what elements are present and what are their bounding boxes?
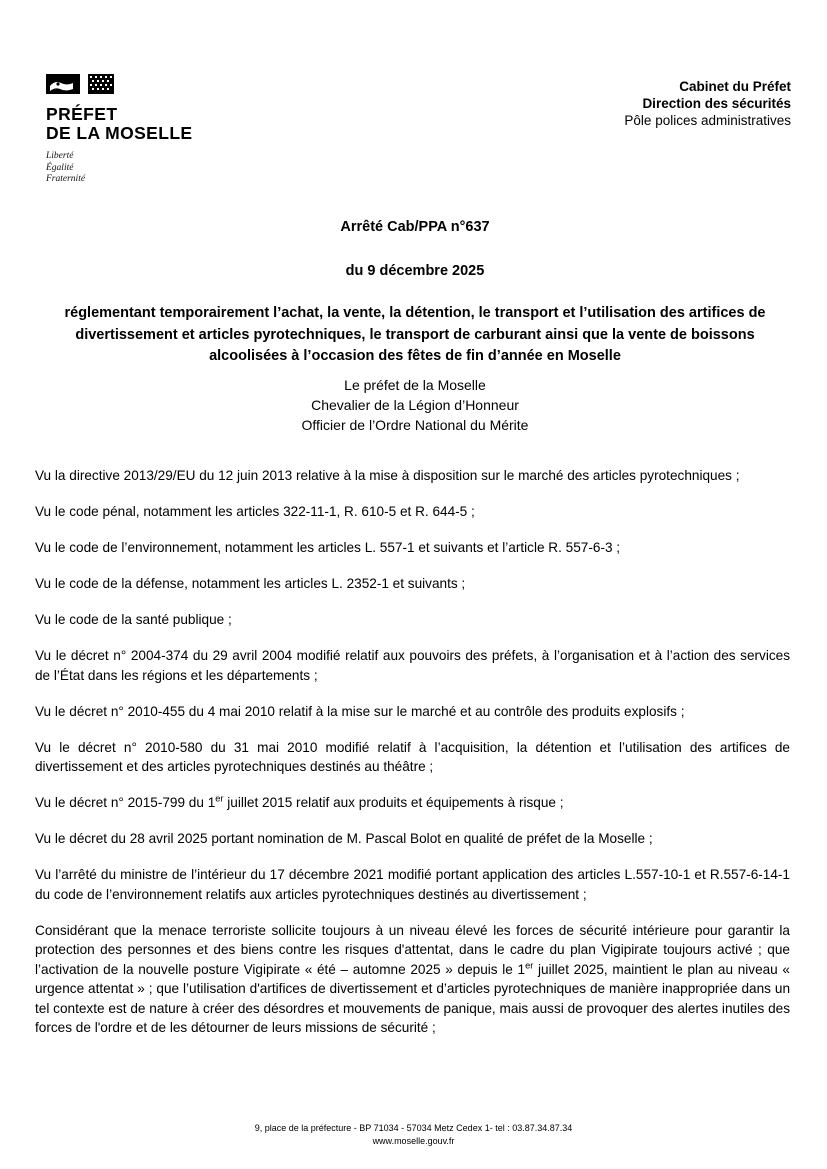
prefecture-title-line1: PRÉFET	[46, 104, 118, 124]
considerant-post: juillet 2025, maintient le plan au niveau « urgence attentat » ; que l’utilisation d'artifices de divertissement et d’articles pyrotechniques de manière inappropriée dans un tel contexte est de nature à créer des désordres et mouvements de panique, mais aussi de provoquer des alertes inutiles des forces de l'ordre et de les détourner de leurs missions de sécurité ;	[35, 961, 790, 1035]
ordinal-suffix-er: er	[215, 793, 224, 804]
recital-vu-decret-2010-455: Vu le décret n° 2010-455 du 4 mai 2010 relatif à la mise sur le marché et au contrôle des produits explosifs ;	[35, 703, 685, 719]
decree-date: du 9 décembre 2025	[345, 263, 485, 279]
recital-vu-decret-2004-374: Vu le décret n° 2004-374 du 29 avril 2004 modifié relatif aux pouvoirs des préfets, à l’organisation et à l’action des services de l’État dans les régions et les départements ;	[35, 648, 790, 683]
ordinal-suffix-er-2: er	[525, 959, 534, 970]
recital-vu-code-sante: Vu le code de la santé publique ;	[35, 612, 232, 627]
footer-website: www.moselle.gouv.fr	[372, 1135, 455, 1146]
service-pole: Pôle polices administratives	[624, 113, 791, 128]
service-cabinet: Cabinet du Préfet	[679, 79, 791, 94]
considerant-pre: Considérant que la menace terroriste sollicite toujours à un niveau élevé les forces de sécurité intérieure pour garantir la protection des personnes et des biens contre les risques d'attentat, dans le cadre du plan Vigipirate toujours activé ; que l’activation de la nouvelle posture Vigipirate « été – automne 2025 » depuis le 1	[35, 922, 790, 977]
motto-fraternite: Fraternité	[46, 174, 86, 184]
recital-2015-799-pre: Vu le décret n° 2015-799 du 1	[35, 795, 216, 810]
footer-address: 9, place de la préfecture - BP 71034 - 57034 Metz Cedex 1- tel : 03.87.34.87.34	[254, 1123, 573, 1133]
authority-legion-honneur: Chevalier de la Légion d’Honneur	[311, 397, 519, 413]
decree-number: Arrêté Cab/PPA n°637	[340, 219, 490, 235]
recital-vu-decret-nomination: Vu le décret du 28 avril 2025 portant nomination de M. Pascal Bolot en qualité de préfet de la Moselle ;	[35, 831, 653, 846]
recital-vu-directive: Vu la directive 2013/29/EU du 12 juin 2013 relative à la mise à disposition sur le marché des articles pyrotechniques ;	[35, 468, 740, 483]
service-direction: Direction des sécurités	[642, 96, 791, 111]
prefecture-title	[46, 105, 276, 143]
french-republic-marianne-flag-emblem	[46, 72, 126, 98]
issuing-service-block	[624, 78, 791, 129]
prefecture-title-line2: DE LA MOSELLE	[46, 123, 193, 143]
decree-object: réglementant temporairement l’achat, la vente, la détention, le transport et l’utilisation des artifices de divertissement et articles pyrotechniques, le transport de carburant ainsi que la vente de boissons alcoolisées à l’occasion des fêtes de fin d’année en Moselle	[64, 305, 766, 364]
recital-vu-code-penal: Vu le code pénal, notamment les articles 322-11-1, R. 610-5 et R. 644-5 ;	[35, 504, 475, 519]
authority-prefet: Le préfet de la Moselle	[344, 377, 486, 393]
recital-vu-arrete-ministre: Vu l’arrêté du ministre de l’intérieur du 17 décembre 2021 modifié portant application des articles L.557-10-1 et R.557-6-14-1 du code de l’environnement relatifs aux articles pyrotechniques destinés au divertissement ;	[35, 867, 790, 902]
recital-vu-decret-2010-580: Vu le décret n° 2010-580 du 31 mai 2010 modifié relatif à l’acquisition, la détention et l’utilisation des artifices de divertissement et des articles pyrotechniques destinés au théâtre ;	[35, 739, 790, 774]
authority-block	[40, 375, 790, 435]
authority-ordre-merite: Officier de l’Ordre National du Mérite	[301, 417, 529, 433]
republic-motto	[46, 151, 276, 186]
recital-vu-code-defense: Vu le code de la défense, notamment les articles L. 2352-1 et suivants ;	[35, 576, 466, 591]
document-footer	[0, 1122, 827, 1147]
document-header	[0, 72, 827, 202]
recital-vu-code-environnement: Vu le code de l’environnement, notamment les articles L. 557-1 et suivants et l’article R. 557-6-3 ;	[35, 540, 621, 555]
decree-body	[35, 466, 790, 1038]
motto-liberte: Liberté	[46, 151, 74, 161]
recital-2015-799-post: juillet 2015 relatif aux produits et équipements à risque ;	[223, 795, 564, 810]
recital-vu-decret-2015-799	[35, 793, 790, 813]
decree-title-block	[40, 218, 790, 368]
prefecture-logo-block	[46, 72, 276, 186]
motto-egalite: Égalité	[46, 162, 74, 173]
recital-considerant-menace-terroriste	[35, 921, 790, 1038]
